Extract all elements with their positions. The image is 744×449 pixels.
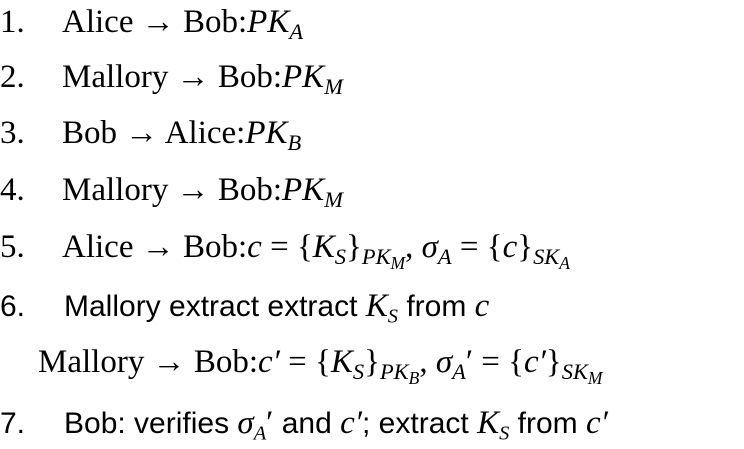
step-5 bbox=[0, 227, 570, 274]
step-3 bbox=[0, 113, 301, 155]
step-number: 5. bbox=[0, 229, 25, 265]
key-subscript: B bbox=[287, 130, 302, 156]
brace-close: } bbox=[364, 344, 380, 380]
sender: Mallory bbox=[62, 59, 169, 95]
step-6-relay bbox=[0, 342, 603, 389]
modified-ciphertext: c′ bbox=[585, 405, 608, 441]
ciphertext: c bbox=[502, 229, 518, 265]
arrow: → bbox=[125, 115, 159, 151]
signature-subscript: A bbox=[253, 422, 267, 445]
step-text: and bbox=[281, 407, 332, 440]
modified-ciphertext: c′ bbox=[258, 344, 280, 380]
signing-key-subscript: A bbox=[559, 253, 570, 274]
encryption-key-subscript: B bbox=[408, 368, 420, 389]
modified-ciphertext: c′ bbox=[340, 405, 363, 441]
step-text: Bob: verifies bbox=[64, 407, 230, 440]
sender: Alice bbox=[62, 4, 134, 40]
signature: σ bbox=[435, 344, 453, 380]
arrow: → bbox=[141, 4, 175, 40]
signing-key-subscript: M bbox=[587, 368, 603, 389]
arrow: → bbox=[141, 229, 175, 265]
signing-key: SK bbox=[533, 244, 560, 270]
step-4 bbox=[0, 170, 343, 212]
step-1 bbox=[0, 2, 303, 44]
step-number: 4. bbox=[0, 172, 25, 208]
encryption-key: PK bbox=[361, 244, 391, 270]
public-key: PK bbox=[245, 115, 288, 151]
receiver: Bob: bbox=[182, 4, 248, 40]
brace-close: } bbox=[346, 229, 362, 265]
session-key-subscript: S bbox=[387, 305, 398, 328]
key-subscript: M bbox=[324, 74, 343, 100]
public-key: PK bbox=[282, 172, 325, 208]
receiver: Alice: bbox=[164, 115, 246, 151]
prime: ′ bbox=[465, 344, 474, 380]
step-2 bbox=[0, 57, 343, 99]
modified-ciphertext: c′ bbox=[524, 344, 546, 380]
step-7 bbox=[0, 403, 608, 445]
session-key: K bbox=[477, 405, 500, 441]
step-number: 2. bbox=[0, 59, 25, 95]
step-text: Mallory extract extract bbox=[64, 290, 358, 323]
sender: Mallory bbox=[38, 344, 145, 380]
session-key: K bbox=[365, 288, 388, 324]
arrow: → bbox=[152, 344, 186, 380]
signature-subscript: A bbox=[452, 359, 466, 385]
encryption-key: PK bbox=[379, 359, 409, 385]
session-key-subscript: S bbox=[334, 244, 347, 270]
ciphertext: c bbox=[474, 288, 490, 324]
step-number: 7. bbox=[0, 407, 26, 440]
sender: Mallory bbox=[62, 172, 169, 208]
signature: σ bbox=[237, 405, 254, 441]
step-number: 6. bbox=[0, 290, 26, 323]
equals: = bbox=[270, 229, 289, 265]
step-text: from bbox=[406, 290, 467, 323]
signature: σ bbox=[421, 229, 438, 265]
brace-open: { bbox=[296, 229, 313, 265]
session-key-subscript: S bbox=[499, 422, 510, 445]
equals: = bbox=[481, 344, 500, 380]
step-number: 3. bbox=[0, 115, 25, 151]
comma: , bbox=[405, 229, 414, 265]
step-6 bbox=[0, 286, 489, 328]
prime: ′ bbox=[266, 405, 274, 441]
comma: , bbox=[419, 344, 428, 380]
brace-open: { bbox=[315, 344, 331, 380]
receiver: Bob: bbox=[193, 344, 259, 380]
receiver: Bob: bbox=[182, 229, 248, 265]
key-subscript: A bbox=[289, 19, 304, 45]
receiver: Bob: bbox=[217, 59, 283, 95]
brace-close: } bbox=[545, 344, 562, 380]
step-text: ; extract bbox=[362, 407, 469, 440]
arrow: → bbox=[176, 59, 210, 95]
signature-subscript: A bbox=[437, 244, 452, 270]
public-key: PK bbox=[282, 59, 325, 95]
equals: = bbox=[459, 229, 479, 265]
session-key: K bbox=[312, 229, 335, 265]
key-subscript: M bbox=[324, 187, 343, 213]
brace-close: } bbox=[517, 229, 534, 265]
step-number: 1. bbox=[0, 4, 25, 40]
encryption-key-subscript: M bbox=[390, 253, 406, 274]
session-key: K bbox=[330, 344, 353, 380]
receiver: Bob: bbox=[217, 172, 283, 208]
session-key-subscript: S bbox=[352, 359, 365, 385]
brace-open: { bbox=[508, 344, 524, 380]
brace-open: { bbox=[486, 229, 503, 265]
ciphertext: c bbox=[247, 229, 262, 265]
equals: = bbox=[288, 344, 307, 380]
sender: Bob bbox=[62, 115, 118, 151]
signing-key: SK bbox=[561, 359, 588, 385]
arrow: → bbox=[176, 172, 210, 208]
public-key: PK bbox=[247, 4, 290, 40]
step-text: from bbox=[517, 407, 578, 440]
sender: Alice bbox=[62, 229, 134, 265]
